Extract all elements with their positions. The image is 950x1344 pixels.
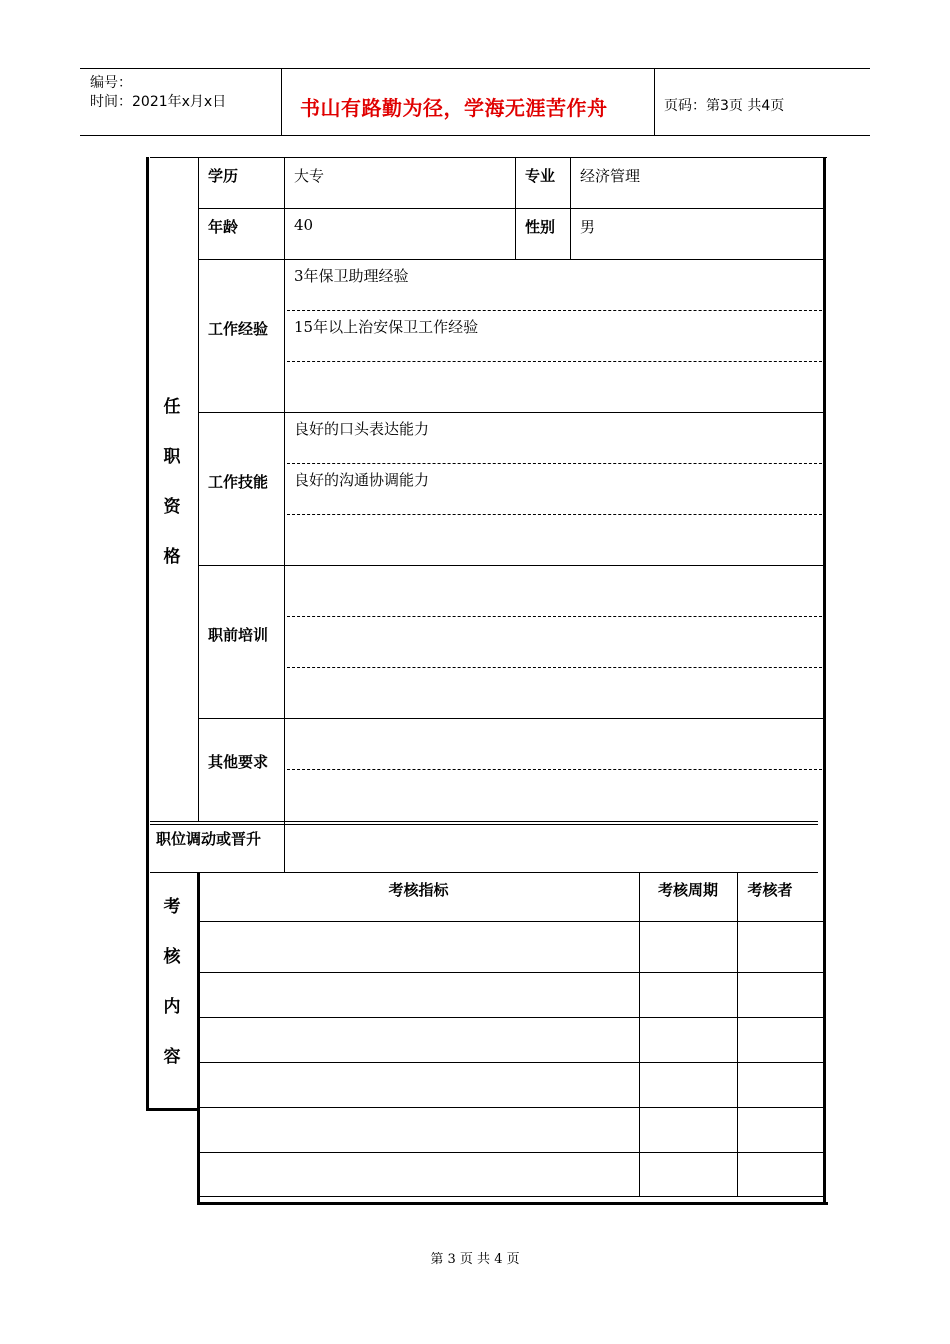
row-line — [198, 1062, 824, 1063]
gender-label: 性别 — [525, 218, 556, 236]
row-line — [150, 872, 818, 873]
age-label: 年龄 — [208, 218, 239, 236]
header-divider — [281, 68, 282, 136]
section-title-char: 资 — [163, 497, 181, 517]
row-line — [198, 718, 824, 719]
section-title-char: 任 — [163, 397, 181, 417]
column-header-indicator: 考核指标 — [388, 881, 449, 899]
header-top-rule — [80, 68, 870, 69]
dashed-line — [287, 667, 822, 668]
promotion-label: 职位调动或晋升 — [156, 830, 262, 848]
header-divider — [654, 68, 655, 136]
row-line — [150, 821, 818, 822]
skills-line: 良好的沟通协调能力 — [294, 471, 430, 489]
column-header-period: 考核周期 — [657, 881, 718, 899]
dashed-line — [287, 514, 822, 515]
frame-right — [823, 157, 826, 1205]
section-title-char: 内 — [163, 997, 181, 1017]
time-label: 时间：2021年x月x日 — [90, 94, 227, 110]
dashed-line — [287, 361, 822, 362]
frame-left — [146, 157, 149, 1111]
col-line — [198, 157, 199, 822]
frame-bottom — [198, 1202, 828, 1205]
dashed-line — [287, 769, 822, 770]
col-line — [284, 157, 285, 872]
age-value: 40 — [294, 216, 314, 234]
page-footer: 第 3 页 共 4 页 — [430, 1252, 520, 1267]
education-value: 大专 — [294, 167, 325, 185]
section-title-char: 容 — [163, 1047, 181, 1067]
skills-line: 良好的口头表达能力 — [294, 420, 430, 438]
column-header-assessor: 考核者 — [747, 881, 793, 899]
qualifications-section-title — [160, 382, 184, 582]
experience-line: 15年以上治安保卫工作经验 — [294, 318, 479, 336]
section-title-char: 职 — [163, 447, 181, 467]
major-value: 经济管理 — [580, 167, 641, 185]
dashed-line — [287, 616, 822, 617]
frame-left-foot — [146, 1108, 200, 1111]
training-label: 职前培训 — [208, 626, 269, 644]
row-line — [198, 412, 824, 413]
other-requirements-label: 其他要求 — [208, 753, 269, 771]
section-title-char: 格 — [163, 547, 181, 567]
row-line — [198, 1152, 824, 1153]
skills-label: 工作技能 — [208, 473, 269, 491]
assessment-section-title — [160, 882, 184, 1082]
assessment-left-border — [197, 873, 200, 1205]
row-line — [198, 565, 824, 566]
row-line — [150, 824, 818, 825]
row-line — [198, 208, 824, 209]
dashed-line — [287, 310, 822, 311]
page-label: 页码：第3页 共4页 — [664, 98, 785, 114]
section-title-char: 核 — [163, 947, 181, 967]
major-label: 专业 — [525, 167, 556, 185]
row-line — [198, 1107, 824, 1108]
section-title-char: 考 — [163, 897, 181, 917]
dashed-line — [287, 463, 822, 464]
experience-label: 工作经验 — [208, 320, 269, 338]
row-line — [198, 921, 824, 922]
gender-value: 男 — [580, 218, 596, 236]
header-bottom-rule — [80, 135, 870, 136]
frame-top — [150, 157, 827, 158]
row-line — [198, 1017, 824, 1018]
row-line — [198, 1196, 824, 1197]
row-line — [198, 259, 824, 260]
education-label: 学历 — [208, 167, 239, 185]
number-label: 编号： — [90, 75, 132, 91]
row-line — [198, 972, 824, 973]
experience-line: 3年保卫助理经验 — [294, 267, 409, 285]
motto: 书山有路勤为径，学海无涯苦作舟 — [300, 96, 608, 120]
